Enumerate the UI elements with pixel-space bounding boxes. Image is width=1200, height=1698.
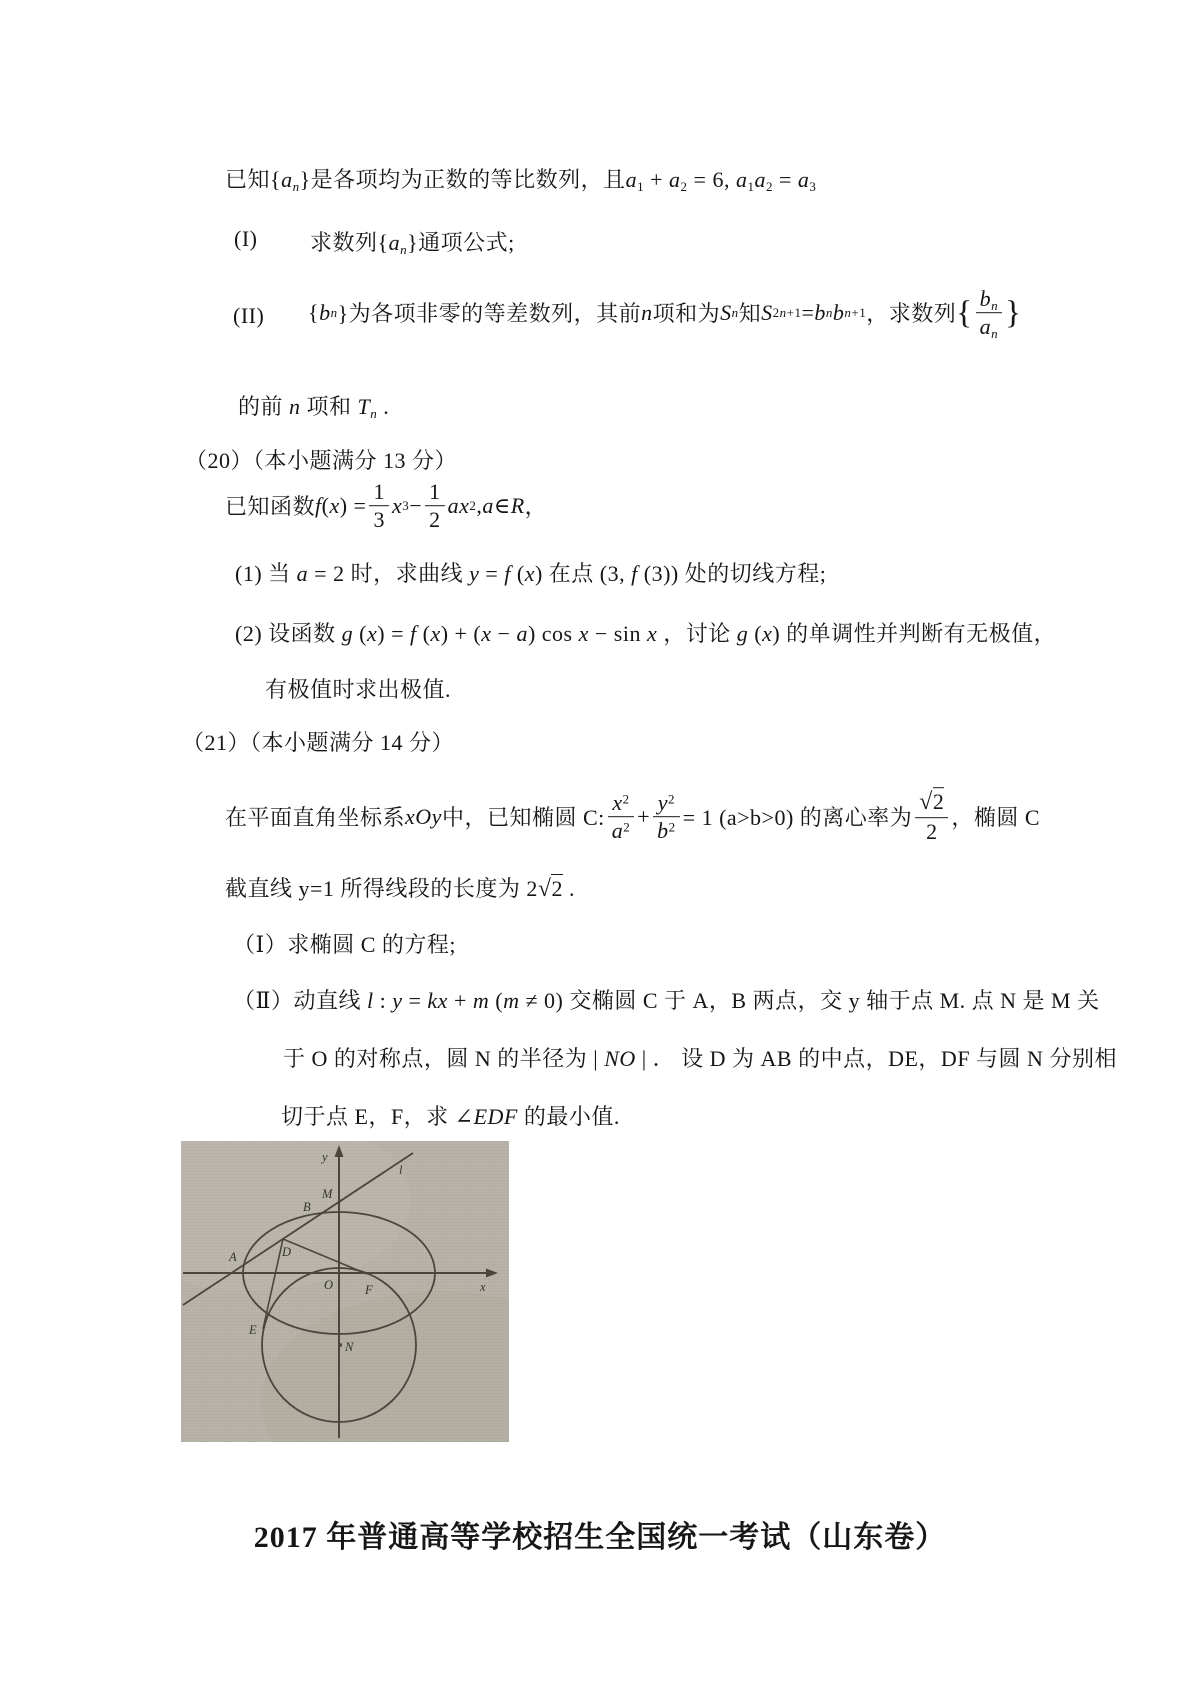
p21-part1-line: （Ⅰ）求椭圆 C 的方程; [233,932,456,957]
p21-part2-line2: 于 O 的对称点，圆 N 的半径为 | NO | ． 设 D 为 AB 的中点，DE，DF 与圆 N 分别相 [283,1046,1117,1071]
p21-intro-line2: 截直线 y=1 所得线段的长度为 2√2 . [225,876,575,902]
p20-heading: （20）（本小题满分 13 分） [185,448,458,473]
p21-part2-line1: （Ⅱ）动直线 l : y = kx + m (m ≠ 0) 交椭圆 C 于 A，B 两点，交 y 轴于点 M. 点 N 是 M 关 [233,988,1100,1013]
p20-intro-line: 已知函数 f ( x ) = $\frac{1}{3}$ x 3 − $\frac{1}{2}$ ax 2 , a ∈ R ， [225,479,548,533]
label-x-axis: x [480,1280,486,1294]
label-line-l: l [399,1163,403,1177]
geometry-figure [181,1141,509,1442]
p19-part2-continuation: 的前 n 项和 $T_n$ . [238,394,390,421]
point-m-marker [338,1199,341,1202]
label-point-o: O [324,1278,334,1292]
x-axis-arrow-icon [486,1269,498,1278]
p19-intro-line: 已知$\{a_n\}$是各项均为正数的等比数列，且$a_1 + a_2 = 6$, $a_1a_2 = a_3$ [225,167,817,194]
label-point-d: D [282,1245,292,1259]
p20-part2-line: (2) 设函数 g (x) = f (x) + (x − a) cos x − sin x ，讨论 g (x) 的单调性并判断有无极值， [235,621,1057,646]
p21-heading: （21）（本小题满分 14 分） [182,730,455,755]
point-n-marker [338,1343,342,1347]
label-y-axis: y [322,1150,328,1164]
document-title: 2017 年普通高等学校招生全国统一考试（山东卷） [253,1521,947,1554]
p20-part2-continuation: 有极值时求出极值. [265,677,452,702]
p21-intro-line1: 在平面直角坐标系 xOy 中，已知椭圆 C: $\frac{x^2}{a^2}$ + $\frac{y^2}{b^2}$ = 1 (a>b>0) 的离心率为 $\frac{√2}{2}$ ，椭圆 C [225,789,1041,845]
p19-part2-line: { b n }为各项非零的等差数列，其前 n 项和为 S n 知 S 2n+1 = b n b n+1 ，求数列 { $\frac{b_n}{a_n}$ } [308,286,1022,342]
label-point-a: A [229,1250,237,1264]
p21-part2-line3: 切于点 E，F，求 ∠EDF 的最小值. [281,1104,620,1129]
label-point-m: M [322,1187,333,1201]
p20-part1-line: (1) 当 a = 2 时，求曲线 y = f (x) 在点 (3, f (3)) 处的切线方程; [235,561,827,586]
label-point-e: E [249,1323,257,1337]
figure-shading-dark [261,1291,509,1442]
p19-part2-number: (II) [233,303,265,328]
p19-part1-line: 求数列$\{a_n\}$通项公式; [310,230,515,257]
label-point-n: N [345,1340,354,1354]
label-point-f: F [365,1283,373,1297]
label-point-b: B [303,1200,311,1214]
p19-part1-number: (I) [234,226,258,251]
